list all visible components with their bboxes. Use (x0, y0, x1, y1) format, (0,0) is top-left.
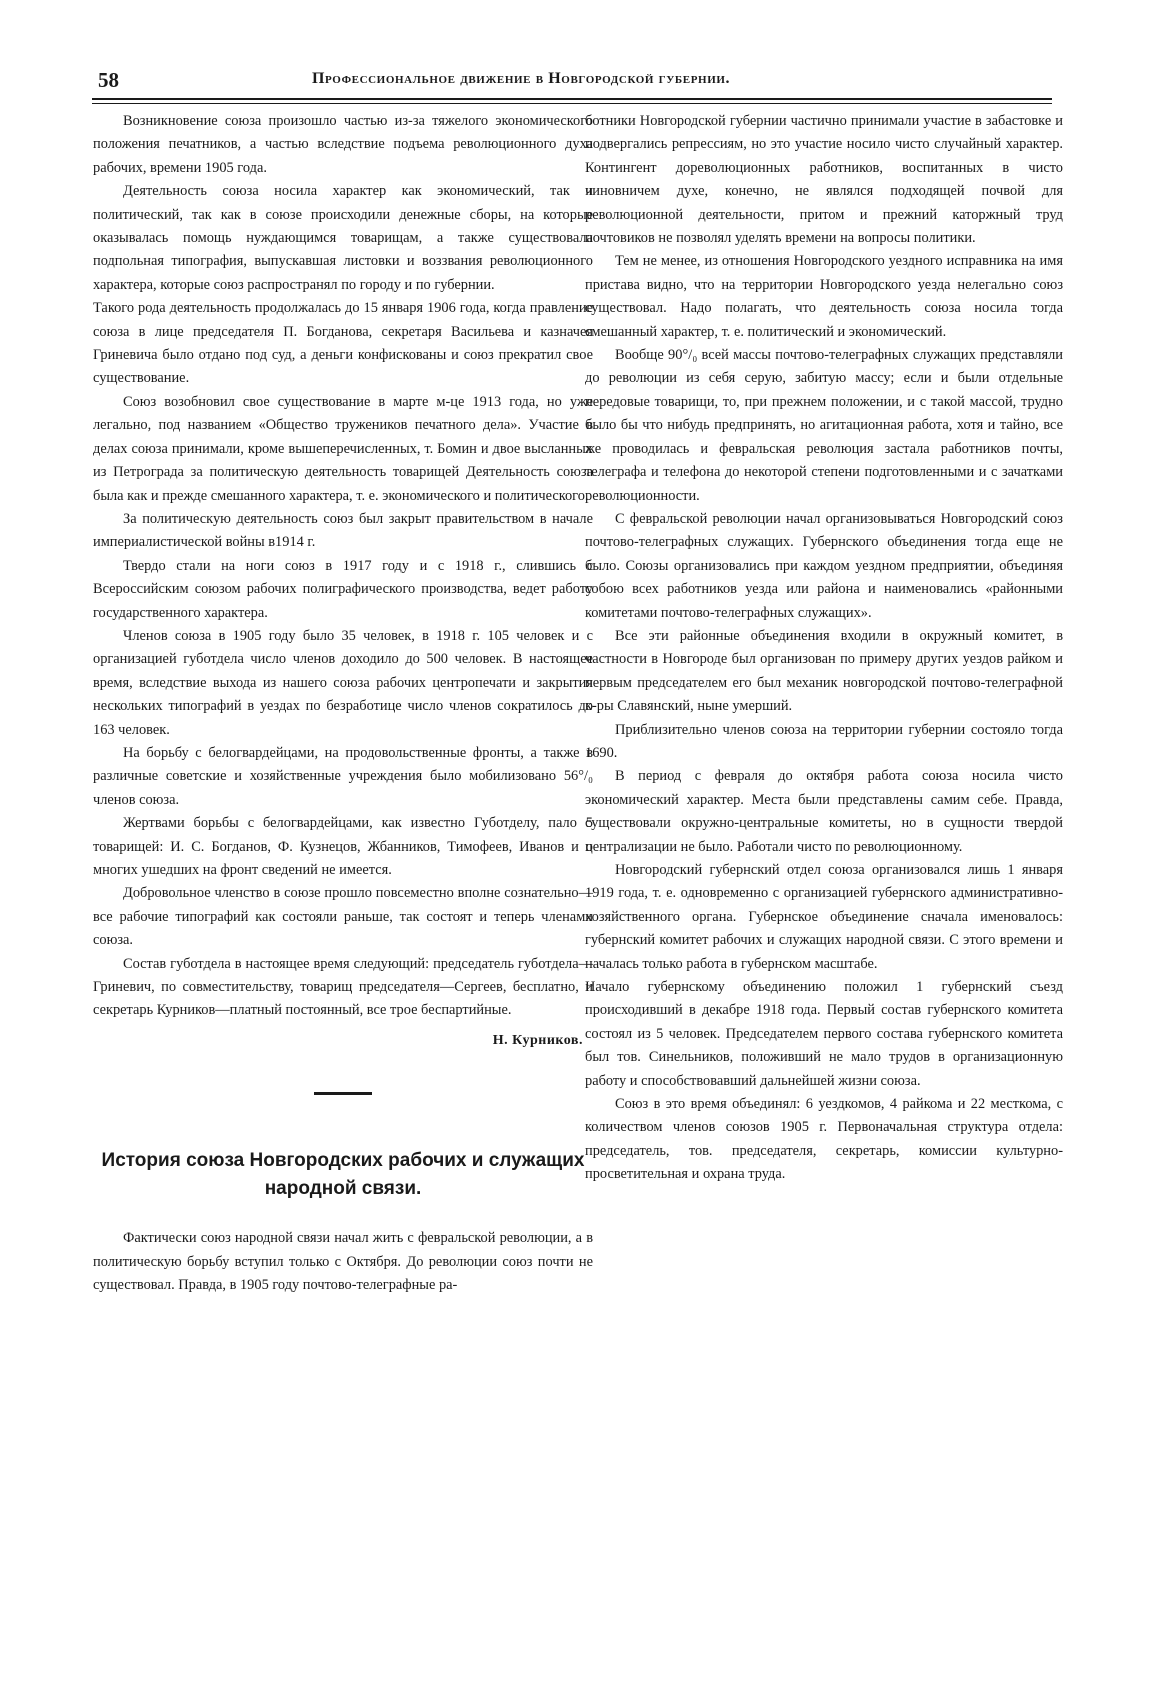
paragraph: На борьбу с белогвардейцами, на продовольственные фронты, а также в различные советские и хозяйственные учреждения было мобилизовано 56°/₀ членов союза. (93, 744, 593, 808)
paragraph: Возникновение союза произошло частью из-за тяжелого экономического положения печатников, а частью вследствие подъема революционного духа рабочих, времени 1905 года. (93, 113, 593, 176)
paragraph: Деятельность союза носила характер как экономический, так и политический, так как в союзе происходили денежные сборы, на которые оказывалась помощь нуждающимся товарищам, а также существовала подпольная типография, выпускавшая листовки и воззвания революционного характера, которые союз распространял по городу и по губернии. (93, 183, 593, 293)
paragraph: Членов союза в 1905 году было 35 человек, в 1918 г. 105 человек и с организацией губотдела число членов доходило до 500 человек. В настоящее время, вследствие выхода из нашего союза рабочих центропечати и закрытия нескольких типографий в уездах по безработице число членов сократилось до 163 человек. (93, 627, 593, 738)
paragraph: Фактически союз народной связи начал жить с февральской революции, а в политическую борьбу вступил только с Октября. До революции союз почти не существовал. Правда, в 1905 году почтово-телеграфные ра- (93, 1230, 593, 1294)
paragraph: В период с февраля до октября работа союза носила чисто экономический характер. Места были представлены самим себе. Правда, существовали окружно-центральные комитеты, но в сущности твердой централизации не было. Работали чисто по революционному. (585, 768, 1063, 855)
running-title: Профессиональное движение в Новгородской губернии. (312, 70, 731, 87)
paragraph: Добровольное членство в союзе прошло повсеместно вполне сознательно—все рабочие типографий как состояли раньше, так состоят и теперь членами союза. (93, 885, 593, 949)
paragraph: Союз в это время объединял: 6 уездкомов, 4 райкома и 22 месткома, с количеством членов союзов 1905 г. Первоначальная структура отдела: председатель, тов. председателя, секретарь, комиссии культурно-просветительная и охрана труда. (585, 1096, 1063, 1183)
paragraph: С февральской революции начал организовываться Новгородский союз почтово-телеграфных служащих. Губернского объединения тогда еще не было. Союзы организовались при каждом уездном предприятии, объединяя собою всех работников уезда или района и наименовались «районными комитетами почтово-телеграфных служащих». (585, 510, 1063, 621)
paragraph: Жертвами борьбы с белогвардейцами, как известно Губотделу, пало 5 товарищей: И. С. Богданов, Ф. Кузнецов, Жбанников, Тимофеев, Иванов и о многих ушедших на фронт сведений не имеется. (93, 815, 593, 878)
paragraph: Начало губернскому объединению положил 1 губернский съезд происходивший в декабре 1918 года. Первый состав губернского комитета состоял из 5 человек. Председателем первого состава губернского комитета был тов. Синельников, положивший не мало трудов в организационную работу и способствовавший дальнейшей жизни союза. (585, 979, 1063, 1089)
page-number: 58 (98, 68, 119, 92)
paragraph: За политическую деятельность союз был закрыт правительством в начале империалистической войны в1914 г. (93, 510, 593, 551)
paragraph: Все эти районные объединения входили в окружный комитет, в частности в Новгороде был организован по примеру других уездов райком и первым председателем его был механик новгородской почтово-телеграфной к-ры Славянский, ныне умерший. (585, 627, 1063, 715)
paragraph: ботники Новгородской губернии частично принимали участие в забастовке и подвергались репрессиям, но это участие носило чисто случайный характер. Контингент дореволюционных работников, воспитанных в чисто чиновничем духе, конечно, не являлся подходящей почвой для революционной деятельности, притом и прежний каторжный труд почтовиков не позволял уделять времени на вопросы политики. (585, 113, 1063, 247)
right-column (585, 110, 1063, 1187)
paragraph: Новгородский губернский отдел союза организовался лишь 1 января 1919 года, т. е. одновременно с организацией губернского административно-хозяйственного органа. Губернское объединение сначала именовалось: губернский комитет рабочих и служащих народной связи. С этого времени и началась только работа в губернском масштабе. (585, 862, 1063, 972)
paragraph: Вообще 90°/₀ всей массы почтово-телеграфных служащих представляли до революции из себя серую, забитую массу; если и были отдельные передовые товарищи, то, при прежнем положении, и с такой массой, трудно было бы что нибудь предпринять, но агитационная работа, хотя и тайно, все же проводилась и февральская революция застала работников почты, телеграфа и телефона до некоторой степени подготовленными и с зачатками революционности. (585, 347, 1063, 504)
header-rule-thin (92, 103, 1052, 104)
article-title: История союза Новгородских рабочих и служащих народной связи. (101, 1150, 585, 1200)
left-column (93, 110, 593, 1297)
paragraph: Приблизительно членов союза на территории губернии состояло тогда 1690. (585, 721, 1063, 761)
paragraph: Союз возобновил свое существование в марте м-це 1913 года, но уже легально, под названием «Общество тружеников печатного дела». Участие в делах союза принимали, кроме вышеперечисленных, т. Бомин и двое высланных из Петрограда за политическую деятельность товарищей Деятельность союза была как и прежде смешанного характера, т. е. экономического и политического. (93, 393, 593, 504)
section-divider (314, 1092, 372, 1095)
paragraph: Твердо стали на ноги союз в 1917 году и с 1918 г., слившись с Всероссийским союзом рабочих полиграфического производства, ведет работу государственного характера. (93, 557, 593, 621)
page-header (92, 66, 1048, 96)
header-rule-thick (92, 98, 1052, 100)
paragraph: Состав губотдела в настоящее время следующий: председатель губотдела—Гриневич, по совместительству, товарищ председателя—Сергеев, бесплатно, и секретарь Курников—платный постоянный, все трое беспартийные. (93, 955, 593, 1019)
author-signature: Н. Курников. (492, 1032, 583, 1048)
paragraph: Тем не менее, из отношения Новгородского уездного исправника на имя пристава видно, что на территории Новгородского уезда нелегально союз существовал. Надо полагать, что деятельность союза носила тогда смешанный характер, т. е. политический и экономический. (585, 253, 1063, 340)
paragraph: Такого рода деятельность продолжалась до 15 января 1906 года, когда правление союза в лице председателя П. Богданова, секретаря Васильева и казначея Гриневича было отдано под суд, а деньги конфискованы и союз прекратил свое существование. (93, 300, 593, 387)
